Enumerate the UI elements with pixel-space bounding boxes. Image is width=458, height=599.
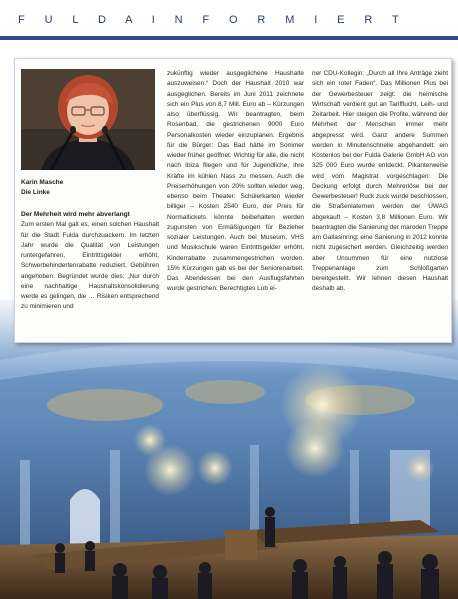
article-card — [14, 58, 452, 343]
article-column-2 — [167, 69, 304, 295]
council-hall-image — [0, 300, 458, 599]
photo-caption — [21, 178, 157, 198]
caption-party: Die Linke — [21, 189, 50, 196]
council-hall-photo — [0, 300, 458, 599]
magazine-title: F U L D A I N F O R M I E R T — [18, 14, 408, 26]
header-rule — [0, 36, 458, 40]
article-text-col2: zukünftig wieder ausgeglichene Haushalte auszuweisen.“ Doch der Haushalt 2010 war ausgeglichen. Bereits im Juni 2011 zeichnete sich ein Plus von 8,7 Mill. Euro ab – Kürzungen also überflüssig. Wir beantragten, beim Rosenbad, die gestrichenen 9000 Euro Personalkosten wieder einzuplanen. Ergebnis für die Bürger: Das Bad hätte im Sommer wieder früher geöffnet. Wichtig für alle, die nicht nach Ibiza fliegen und für Jugendliche, ihre Kräfte im kühlen Nass zu messen. Auch die Preiserhöhungen von 20% sollten wieder weg, ebenso beim Theater: Schülerkarten wieder billiger – Kosten 2540 Euro, der Preis für Normaltickets könnte beibehalten werden zugunsten von Ermäßigungen für Bezieher sozialer Leistungen. Auch bei Museum, VHS und Musikschule waren Eintrittsgelder erhöht, Kinderrabatte zusammengestrichen worden. 15% Kürzungen gab es bei der Seniorenarbeit. Das Abendessen bei den Ausflugsfahrten wurde gestrichen. Berechtigtes Lob ei- — [167, 70, 304, 293]
article-text-col1: Zum ersten Mal galt es, einen solchen Haushalt für die Stadt Fulda durchzuackern. Im letzten Jahr wurde die Qualität von Leistungen runtergefahren, Eintrittsgelder erhöht, Schwerbehindertenrabatte reduziert, Gebühren angehoben. Begründet wurde dies: „Nur durch eine nachhaltige Haushaltskonsolidierung werde es gelingen, die … Risiken entsprechend zu minimieren und — [21, 221, 159, 311]
portrait-photo — [21, 69, 155, 170]
person-portrait-icon — [21, 69, 155, 170]
article-headline: Der Mehrheit wird mehr abverlangt — [21, 211, 130, 218]
page-header — [0, 0, 458, 42]
article-column-3 — [312, 69, 448, 295]
article-column-1 — [21, 210, 159, 313]
caption-name: Karin Masche — [21, 179, 64, 186]
article-text-col3: ner CDU-Kollegin: „Durch all Ihre Anträge zieht sich ein roter Faden“. Das Millionen Plus bei der Gewerbesteuer zeigt: die heimische Wirtschaft verdient gut an Tarifflucht, Leih- und Zeitarbeit. Hier steigen die Profite, während der Mehrheit der Menschen immer mehr abgepresst wird. Ganz andere Summen werden in Minutenschnelle abgehandelt: ein Kostenlos bei der Fulda Galerie GmbH AG von 325 000 Euro wurde entdeckt. Pikanterweise wird vom Magistrat vorgeschlagen: Die Deckung erfolgt durch Mehrerlöse bei der Gewerbesteuer! Ruck zuck wurde beschlossen, die Straßenlaternen werden der ÜWAG abgekauft – Kosten 3,8 Millionen Euro. Wir beantragten die Sanierung der maroden Treppe am Gallasinring: eine Sanierung in 2012 konnte nicht zugesichert werden. Gleichzeitig werden aber Unsummen für eine nutzlose Treppenanlage zum Schloßgarten bereitgestellt. Wir lehnen diesen Haushalt deshalb ab. — [312, 70, 448, 293]
